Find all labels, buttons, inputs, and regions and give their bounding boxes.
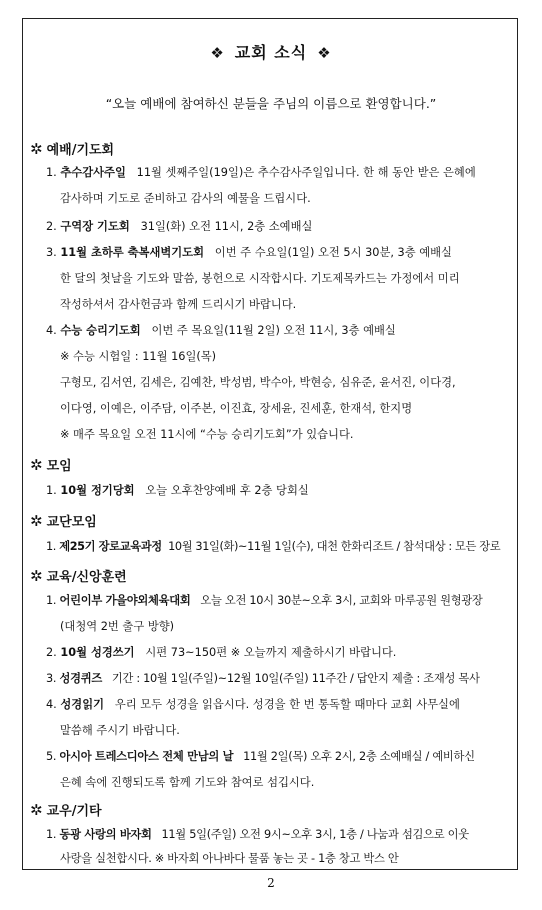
- item-continuation: 작성하셔서 감사헌금과 함께 드리시기 바랍니다.: [60, 298, 297, 311]
- item-number: 4.: [46, 324, 57, 337]
- item-number: 3.: [46, 672, 57, 685]
- item-heading: 10월 성경쓰기: [60, 646, 135, 659]
- list-item: [46, 244, 452, 260]
- item-heading: 구역장 기도회: [60, 220, 130, 233]
- section-meeting: [30, 455, 72, 474]
- asterisk-icon: ✲: [30, 140, 43, 158]
- item-text: 이번 주 목요일(11월 2일) 오전 11시, 3층 예배실: [151, 324, 396, 337]
- item-number: 1.: [46, 540, 56, 553]
- item-number: 2.: [46, 220, 57, 233]
- list-item: [46, 748, 475, 764]
- item-heading: 성경퀴즈: [59, 672, 102, 685]
- section-title: 교육/신앙훈련: [46, 570, 127, 585]
- item-heading: 10월 정기당회: [60, 484, 135, 497]
- item-text: 이번 주 수요일(1일) 오전 5시 30분, 3층 예배실: [214, 246, 452, 259]
- item-heading: 어린이부 가을야외체육대회: [59, 594, 191, 607]
- section-denomination: [30, 511, 97, 530]
- item-number: 1.: [46, 828, 57, 841]
- list-item: [46, 670, 480, 686]
- item-text: 오늘 오전 10시 30분~오후 3시, 교회와 마루공원 원형광장: [200, 594, 483, 607]
- list-item: [46, 592, 483, 608]
- list-item: [46, 322, 396, 338]
- item-continuation: (대청역 2번 출구 방향): [60, 620, 175, 633]
- title-text: 교회 소식: [234, 43, 308, 62]
- item-number: 5.: [46, 750, 57, 763]
- item-number: 1.: [46, 484, 57, 497]
- section-title: 교우/기타: [46, 804, 102, 819]
- list-item: [46, 696, 460, 712]
- diamond-ornament-icon: ❖: [210, 44, 225, 62]
- item-continuation: 한 달의 첫날을 기도와 말씀, 봉헌으로 시작합시다. 기도제목카드는 가정에서 미리: [60, 272, 460, 285]
- section-title: 교단모임: [46, 515, 97, 530]
- welcome-message: “오늘 예배에 참여하신 분들을 주님의 이름으로 환영합니다.”: [105, 96, 437, 111]
- item-continuation: 이다영, 이예은, 이주담, 이주본, 이진효, 장세윤, 진세훈, 한재석, 한지명: [60, 402, 413, 415]
- item-number: 3.: [46, 246, 57, 259]
- item-number: 2.: [46, 646, 57, 659]
- page-title: [0, 40, 542, 63]
- section-title: 예배/기도회: [46, 143, 115, 158]
- item-text: 11월 셋째주일(19일)은 추수감사주일입니다. 한 해 동안 받은 은혜에: [136, 166, 476, 179]
- item-text: 오늘 오후찬양예배 후 2층 당회실: [145, 484, 309, 497]
- item-heading: 수능 승리기도회: [60, 324, 141, 337]
- item-continuation: 은혜 속에 진행되도록 함께 기도와 참여로 섬깁시다.: [60, 776, 315, 789]
- page-number: 2: [267, 876, 275, 890]
- item-heading: 11월 초하루 축복새벽기도회: [60, 246, 205, 259]
- item-heading: 추수감사주일: [60, 166, 126, 179]
- asterisk-icon: ✲: [30, 456, 43, 474]
- list-item: [46, 218, 312, 234]
- item-continuation: 말씀해 주시기 바랍니다.: [60, 724, 180, 737]
- item-text: 우리 모두 성경을 읽읍시다. 성경을 한 번 통독할 때마다 교회 사무실에: [114, 698, 460, 711]
- item-continuation: 사랑을 실천합시다. ※ 바자회 아나바다 물품 놓는 곳 - 1층 창고 박스 안: [60, 852, 399, 865]
- diamond-ornament-icon: ❖: [317, 44, 332, 62]
- item-continuation: 감사하며 기도로 준비하고 감사의 예물을 드립시다.: [60, 192, 311, 205]
- item-continuation: ※ 수능 시험일 : 11월 16일(목): [60, 350, 217, 363]
- section-fellowship: [30, 800, 102, 819]
- list-item: [46, 826, 469, 842]
- item-text: 31일(화) 오전 11시, 2층 소예배실: [140, 220, 313, 233]
- item-number: 4.: [46, 698, 57, 711]
- section-title: 모임: [46, 459, 72, 474]
- item-text: 10월 31일(화)~11월 1일(수), 대천 한화리조트 / 참석대상 : 모든 장로: [168, 540, 501, 553]
- item-continuation: ※ 매주 목요일 오전 11시에 “수능 승리기도회”가 있습니다.: [60, 428, 354, 441]
- item-heading: 제25기 장로교육과정: [59, 540, 162, 553]
- list-item: [46, 538, 500, 554]
- item-text: 기간 : 10월 1일(주일)~12월 10일(주일) 11주간 / 답안지 제출 : 조재성 목사: [111, 672, 480, 685]
- asterisk-icon: ✲: [30, 801, 43, 819]
- item-number: 1.: [46, 594, 57, 607]
- list-item: [46, 644, 396, 660]
- list-item: [46, 482, 309, 498]
- asterisk-icon: ✲: [30, 567, 43, 585]
- asterisk-icon: ✲: [30, 512, 43, 530]
- item-text: 11월 2일(목) 오후 2시, 2층 소예배실 / 예비하신: [243, 750, 475, 763]
- item-heading: 아시아 트레스디아스 전체 만남의 날: [59, 750, 234, 763]
- section-worship: [30, 139, 114, 158]
- item-text: 11월 5일(주일) 오전 9시~오후 3시, 1층 / 나눔과 섬김으로 이웃: [161, 828, 469, 841]
- list-item: [46, 164, 476, 180]
- item-heading: 동광 사랑의 바자회: [59, 828, 152, 841]
- item-continuation: 구형모, 김서연, 김세은, 김예찬, 박성범, 박수아, 박현승, 심유준, 윤서진, 이다경,: [60, 376, 456, 389]
- item-text: 시편 73~150편 ※ 오늘까지 제출하시기 바랍니다.: [145, 646, 397, 659]
- item-number: 1.: [46, 166, 57, 179]
- item-heading: 성경읽기: [60, 698, 105, 711]
- section-education: [30, 566, 127, 585]
